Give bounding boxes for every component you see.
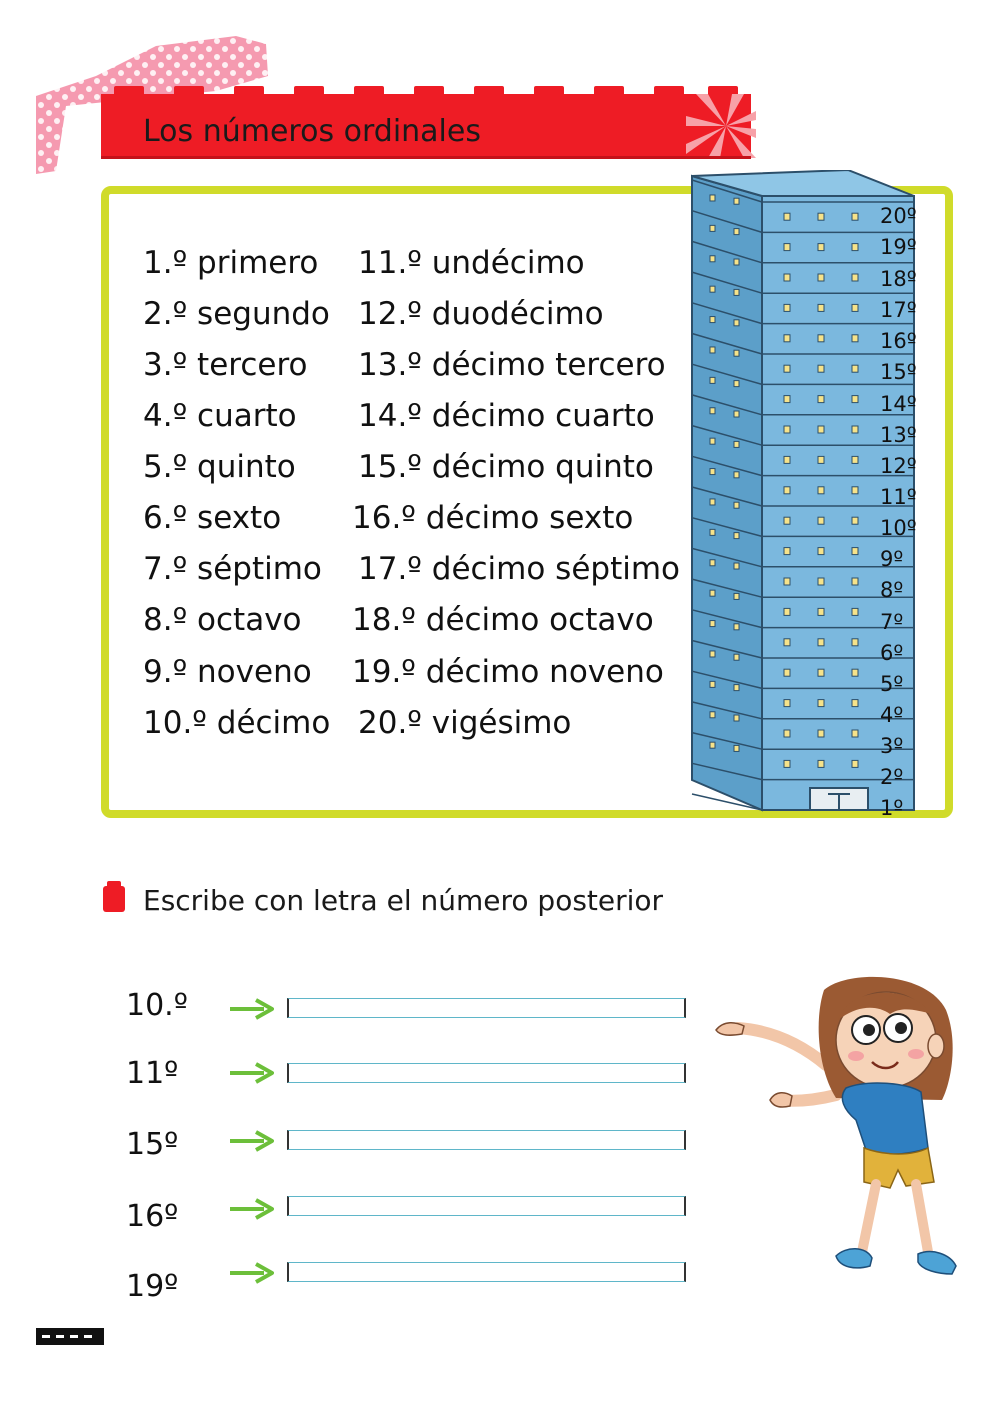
building-window [818,304,824,311]
floor-label-6: 6º [880,641,904,665]
building-window [818,426,824,433]
floor-label-17: 17º [880,298,917,322]
building-window [818,548,824,555]
building-window [734,685,739,691]
floor-label-1: 1º [880,796,904,820]
building-window [818,274,824,281]
building-window [852,396,858,403]
answer-input-1[interactable] [287,998,686,1018]
building-window [734,563,739,569]
building-window [734,441,739,447]
building-window [784,304,790,311]
floor-label-11: 11º [880,485,917,509]
ordinal-7: 7.º séptimo [143,551,322,587]
right-arrow-icon [228,1128,274,1154]
building-window [818,456,824,463]
building-window [852,669,858,676]
building-window [784,335,790,342]
building-window [818,730,824,737]
floor-label-3: 3º [880,734,904,758]
ordinal-12: 12.º duodécimo [358,296,604,332]
floor-label-15: 15º [880,360,917,384]
floor-label-7: 7º [880,610,904,634]
ordinal-8: 8.º octavo [143,602,302,638]
building-window [784,487,790,494]
right-arrow-icon [228,1260,274,1286]
exercise-number-2: 11º [126,1056,179,1091]
building-window [852,608,858,615]
building-window [710,529,715,535]
ordinal-3: 3.º tercero [143,347,308,383]
building-window [710,377,715,383]
girl-pointing-illustration [706,970,968,1290]
ordinal-4: 4.º cuarto [143,398,297,434]
floor-label-12: 12º [880,454,917,478]
ordinal-18: 18.º décimo octavo [352,602,654,638]
ordinal-5: 5.º quinto [143,449,296,485]
building-window [734,381,739,387]
building-window [852,730,858,737]
page-title: Los números ordinales [143,114,481,149]
building-window [734,533,739,539]
floor-label-19: 19º [880,235,917,259]
building-window [734,502,739,508]
building-window [852,335,858,342]
building-window [710,317,715,323]
building-window [710,681,715,687]
right-arrow-icon [228,1060,274,1086]
building-window [818,700,824,707]
right-arrow-icon [228,996,274,1022]
ordinal-15: 15.º décimo quinto [358,449,654,485]
building-window [784,426,790,433]
floor-label-4: 4º [880,703,904,727]
building-window [784,213,790,220]
building-window [734,350,739,356]
ordinal-6: 6.º sexto [143,500,282,536]
building-window [734,229,739,235]
exercise-number-1: 10.º [126,988,188,1023]
building-window [852,487,858,494]
building-window [818,639,824,646]
building-window [784,760,790,767]
exercise-instruction: Escribe con letra el número posterior [143,884,664,917]
building-window [852,760,858,767]
floor-label-9: 9º [880,547,904,571]
building-window [784,548,790,555]
red-block-icon [101,880,127,912]
building-window [818,396,824,403]
answer-input-4[interactable] [287,1196,686,1216]
floor-label-8: 8º [880,578,904,602]
building-window [710,195,715,201]
ordinal-2: 2.º segundo [143,296,330,332]
building-window [818,365,824,372]
building-window [818,578,824,585]
floor-label-20: 20º [880,204,917,228]
building-window [818,760,824,767]
building-window [734,654,739,660]
floor-label-10: 10º [880,516,917,540]
ordinal-19: 19.º décimo noveno [352,654,664,690]
building-window [710,712,715,718]
building-window [852,426,858,433]
right-arrow-icon [228,1196,274,1222]
ordinal-9: 9.º noveno [143,654,312,690]
building-window [818,517,824,524]
ordinal-11: 11.º undécimo [358,245,585,281]
building-window [784,396,790,403]
building-window [710,590,715,596]
building-window [710,560,715,566]
building-window [710,256,715,262]
floor-label-13: 13º [880,423,917,447]
ordinal-17: 17.º décimo séptimo [358,551,681,587]
building-window [784,669,790,676]
answer-input-2[interactable] [287,1063,686,1083]
building-window [734,259,739,265]
building-window [852,213,858,220]
building-window [852,365,858,372]
building-window [852,304,858,311]
footer-mark [36,1328,104,1345]
exercise-number-5: 19º [126,1269,179,1304]
building-window [734,593,739,599]
building-window [734,289,739,295]
building-window [852,700,858,707]
building-window [784,608,790,615]
building-window [710,621,715,627]
building-window [852,274,858,281]
building-window [818,669,824,676]
building-window [710,438,715,444]
building-window [710,408,715,414]
building-window [784,700,790,707]
building-window [710,225,715,231]
ordinal-20: 20.º vigésimo [358,705,572,741]
building-window [818,608,824,615]
answer-input-3[interactable] [287,1130,686,1150]
building-window [710,742,715,748]
exercise-number-4: 16º [126,1199,179,1234]
floor-label-16: 16º [880,329,917,353]
building-window [734,320,739,326]
building-window [852,578,858,585]
building-window [734,624,739,630]
floor-label-18: 18º [880,267,917,291]
building-window [818,213,824,220]
floor-label-2: 2º [880,765,904,789]
exercise-number-3: 15º [126,1127,179,1162]
ordinal-14: 14.º décimo cuarto [358,398,655,434]
building-window [710,347,715,353]
building-window [852,456,858,463]
floor-label-5: 5º [880,672,904,696]
building-window [784,365,790,372]
ordinal-1: 1.º primero [143,245,319,281]
building-window [734,715,739,721]
answer-input-5[interactable] [287,1262,686,1282]
building-window [784,274,790,281]
building-window [818,335,824,342]
ordinal-10: 10.º décimo [143,705,331,741]
building-window [852,517,858,524]
building-window [784,244,790,251]
building-window [852,548,858,555]
building-window [784,578,790,585]
building-window [734,745,739,751]
building-window [818,487,824,494]
building-window [734,472,739,478]
building-window [734,411,739,417]
building-window [710,499,715,505]
building-window [818,244,824,251]
header-banner [36,36,756,176]
building-window [734,198,739,204]
ordinal-13: 13.º décimo tercero [358,347,666,383]
floor-label-14: 14º [880,392,917,416]
ordinal-16: 16.º décimo sexto [352,500,634,536]
building-window [784,639,790,646]
building-window [710,469,715,475]
building-window [852,639,858,646]
building-window [852,244,858,251]
building-window [784,730,790,737]
building-window [710,286,715,292]
building-window [710,651,715,657]
building-window [784,456,790,463]
building-window [784,517,790,524]
